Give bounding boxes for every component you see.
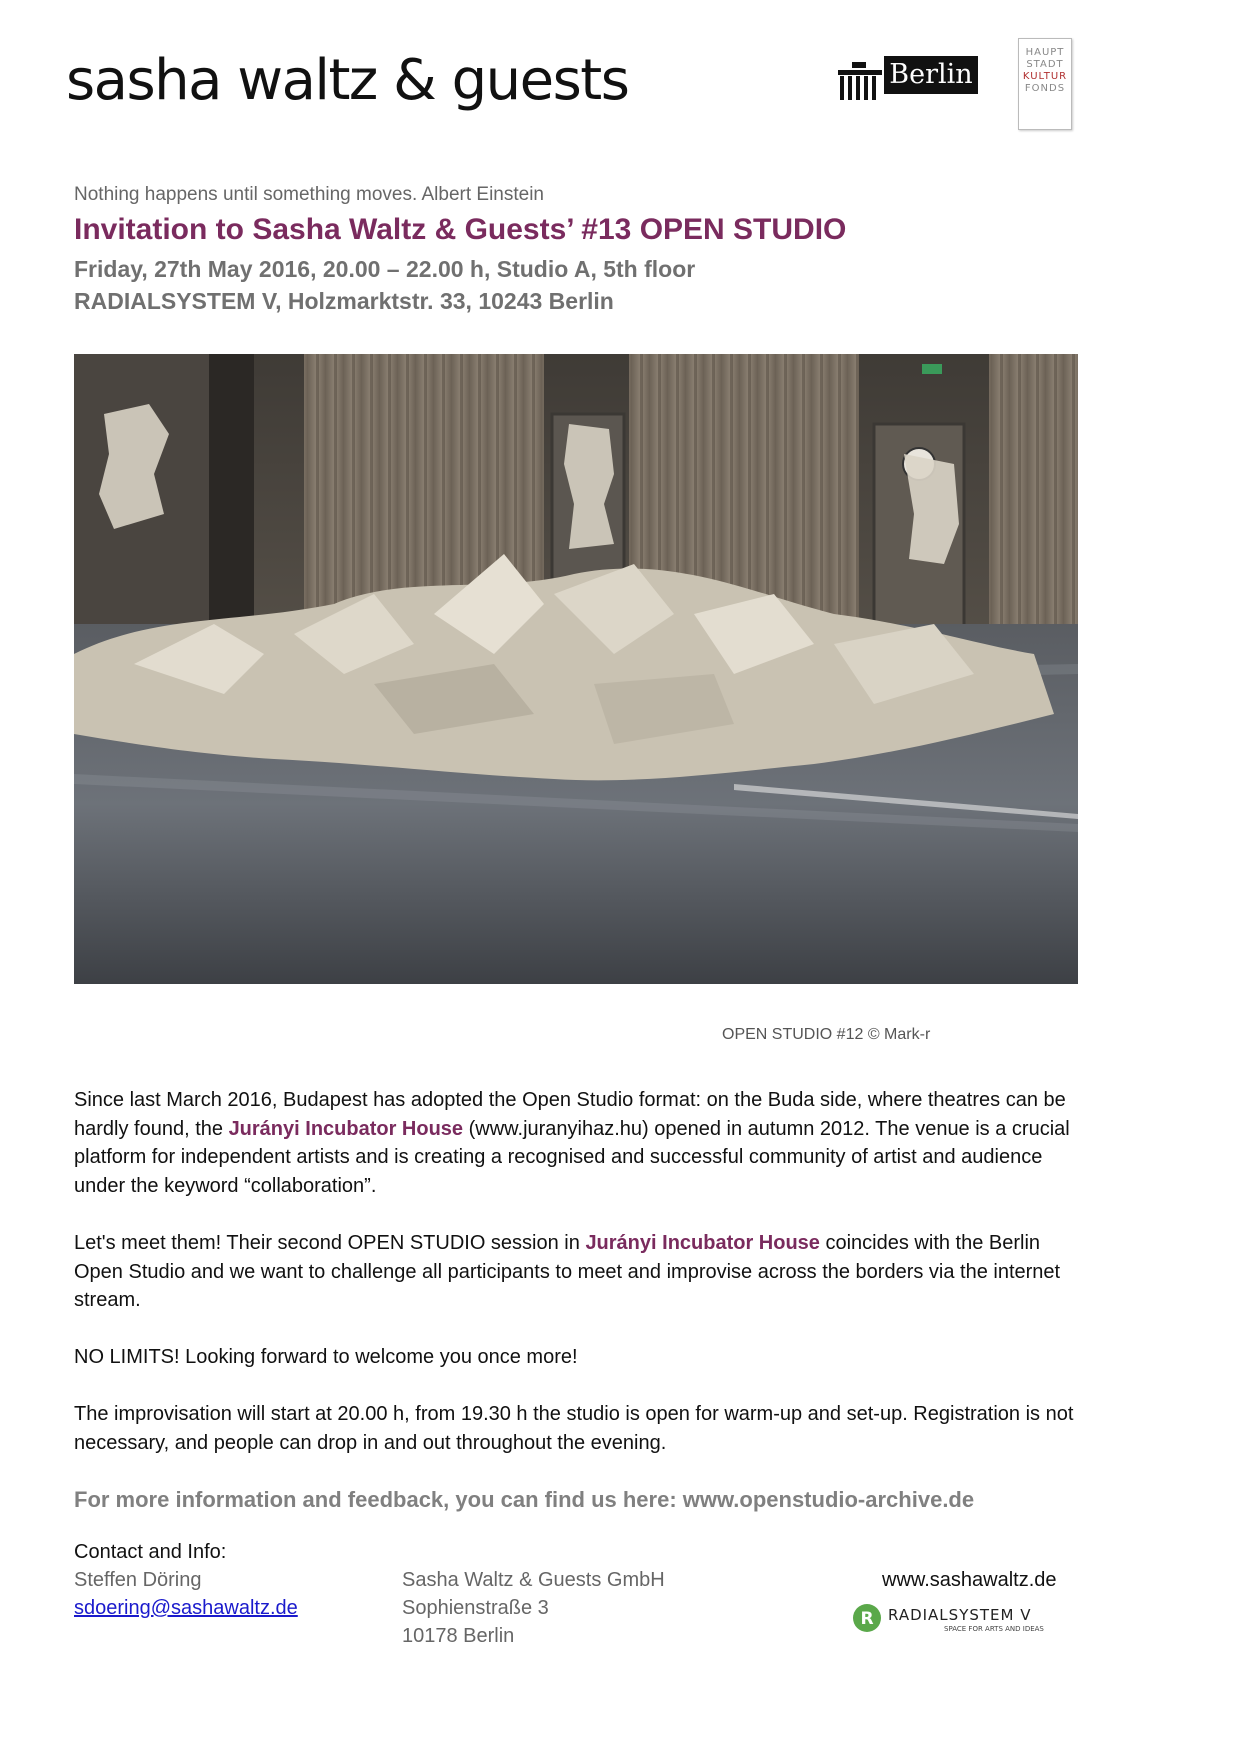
radialsystem-logo-tagline: SPACE FOR ARTS AND IDEAS (944, 1625, 1044, 1633)
brand-logo: sasha waltz & guests (66, 48, 629, 113)
page-title: Invitation to Sasha Waltz & Guests’ #13 OPEN STUDIO (74, 213, 847, 246)
radialsystem-logo (852, 1601, 1068, 1635)
hkf-line: FONDS (1024, 83, 1066, 94)
photo-caption: OPEN STUDIO #12 © Mark-r (722, 1026, 931, 1043)
text-span: Since last March 2016, Budapest has adopted the Open Studio format: on the Buda side, where theatres can be hardly found, the (74, 1089, 1066, 1140)
studio-photo-illustration (74, 354, 1078, 984)
hkf-line: STADT (1026, 59, 1064, 70)
venue-name: Jurányi Incubator House (585, 1232, 820, 1254)
hkf-line: KULTUR (1022, 71, 1068, 82)
quote: Nothing happens until something moves. Albert Einstein (74, 184, 544, 205)
paragraph-no-limits: NO LIMITS! Looking forward to welcome you once more! (74, 1346, 578, 1368)
radialsystem-logo-graphic (852, 1601, 1068, 1635)
text-span: (www.juranyihaz.hu) opened in autumn 2012. The venue is a crucial platform for independent artists and is creating a recognised and successful community of artist and audience under the keyword “collaboration”. (74, 1117, 1070, 1197)
paragraph-improvisation: The improvisation will start at 20.00 h, from 19.30 h the studio is open for warm-up and set-up. Registration is not necessary, and people can drop in and out throughout the evening. (74, 1403, 1074, 1454)
text-span: coincides with the Berlin Open Studio and we want to challenge all participants to meet and improvise across the borders via the internet stream. (74, 1232, 1061, 1311)
contact-heading: Contact and Info: (74, 1541, 227, 1563)
berlin-logo-text: Berlin (884, 56, 978, 94)
hkf-line: HAUPT (1025, 47, 1065, 58)
venue-name: Jurányi Incubator House (228, 1117, 464, 1140)
event-address: RADIALSYSTEM V, Holzmarktstr. 33, 10243 Berlin (74, 288, 614, 314)
contact-email-link[interactable]: sdoering@sashawaltz.de (74, 1597, 298, 1619)
more-info: For more information and feedback, you can find us here: www.openstudio-archive.de (74, 1487, 975, 1512)
event-date: Friday, 27th May 2016, 20.00 – 22.00 h, Studio A, 5th floor (74, 256, 696, 282)
studio-photo (74, 354, 1078, 984)
radialsystem-logo-letter: R (860, 1609, 874, 1629)
org-street: Sophienstraße 3 (402, 1597, 549, 1619)
text-span: Let's meet them! Their second OPEN STUDIO session in (74, 1232, 586, 1254)
brandenburg-gate-icon (838, 56, 884, 104)
website-link[interactable]: www.sashawaltz.de (882, 1569, 1057, 1591)
contact-name: Steffen Döring (74, 1569, 202, 1591)
paragraph-budapest (74, 1086, 1074, 1200)
paragraph-meet-them (74, 1229, 1074, 1315)
org-name: Sasha Waltz & Guests GmbH (402, 1569, 665, 1591)
hauptstadtkulturfonds-logo (1018, 38, 1072, 130)
org-city: 10178 Berlin (402, 1625, 515, 1647)
berlin-logo (838, 56, 978, 104)
radialsystem-logo-name: RADIALSYSTEM V (888, 1606, 1032, 1624)
